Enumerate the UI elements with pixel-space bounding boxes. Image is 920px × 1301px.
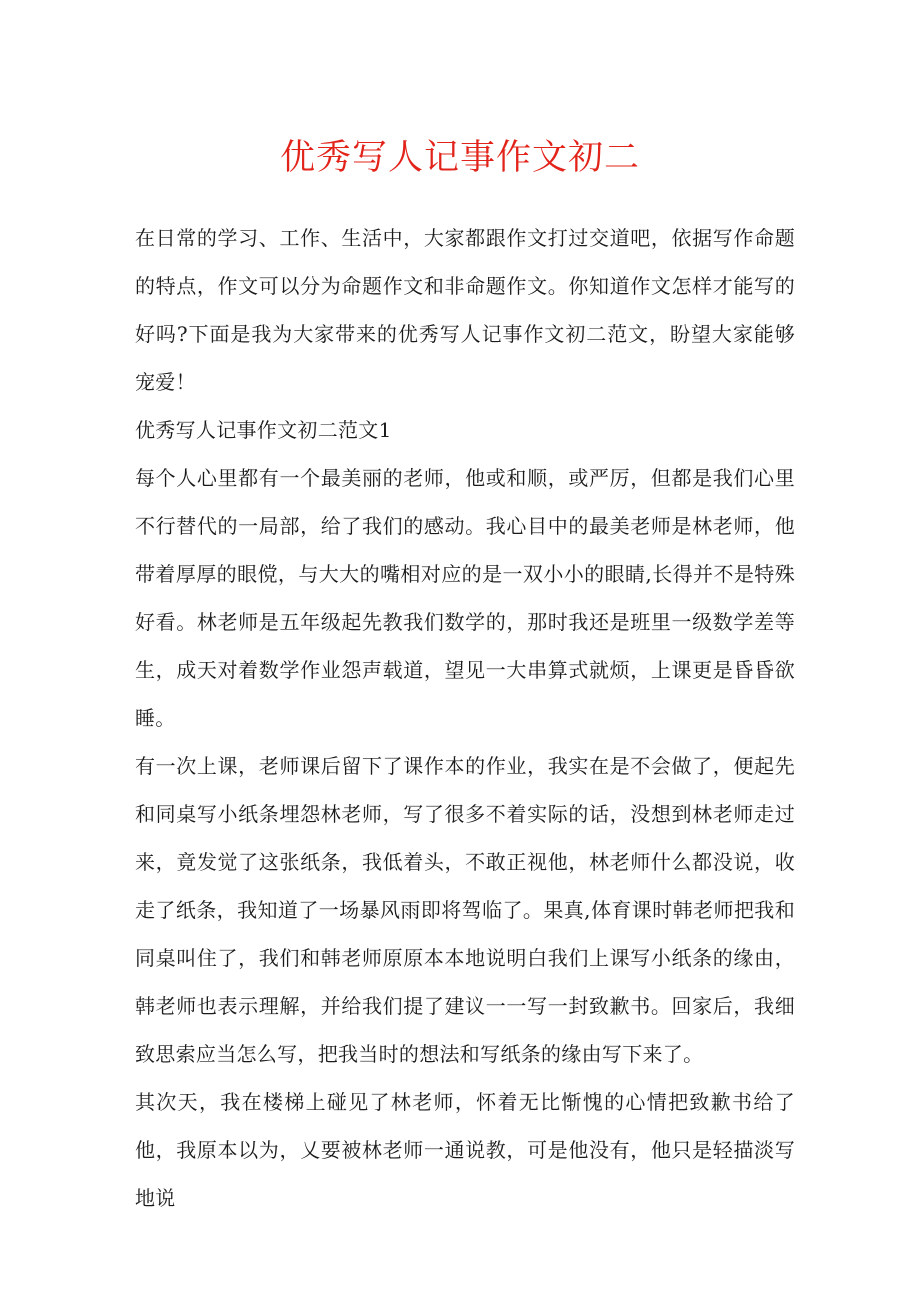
body-paragraph-2: 有一次上课，老师课后留下了课作本的作业，我实在是不会做了，便起先和同桌写小纸条埋怨林老师，写了很多不着实际的话，没想到林老师走过来，竟发觉了这张纸条，我低着头，不敢正视他，林老师什么都没说，收走了纸条，我知道了一场暴风雨即将驾临了。果真,体育课时韩老师把我和同桌叫住了，我们和韩老师原原本本地说明白我们上课写小纸条的缘由，韩老师也表示理解，并给我们提了建议一一写一封致歉书。回家后，我细致思索应当怎么写，把我当时的想法和写纸条的缘由写下来了。	[135, 754, 795, 1066]
document-body	[135, 214, 795, 1222]
document-title: 优秀写人记事作文初二	[279, 138, 640, 178]
intro-paragraph: 在日常的学习、工作、生活中，大家都跟作文打过交道吧，依据写作命题的特点，作文可以分为命题作文和非命题作文。你知道作文怎样才能写的好吗?下面是我为大家带来的优秀写人记事作文初二范文，盼望大家能够宠爱！	[135, 226, 795, 394]
body-paragraph-3: 其次天，我在楼梯上碰见了林老师，怀着无比惭愧的心情把致歉书给了他，我原本以为，乂要被林老师一通说教，可是他没有，他只是轻描淡写地说	[135, 1090, 795, 1210]
section-heading: 优秀写人记事作文初二范文1	[135, 418, 392, 442]
body-paragraph-1: 每个人心里都有一个最美丽的老师，他或和顺，或严厉，但都是我们心里不行替代的一局部，给了我们的感动。我心目中的最美老师是林老师，他带着厚厚的眼傥，与大大的嘴相对应的是一双小小的眼睛,长得并不是特殊好看。林老师是五年级起先教我们数学的，那时我还是班里一级数学差等生，成天对着数学作业怨声载道，望见一大串算式就烦，上课更是昏昏欲睡。	[135, 466, 795, 730]
